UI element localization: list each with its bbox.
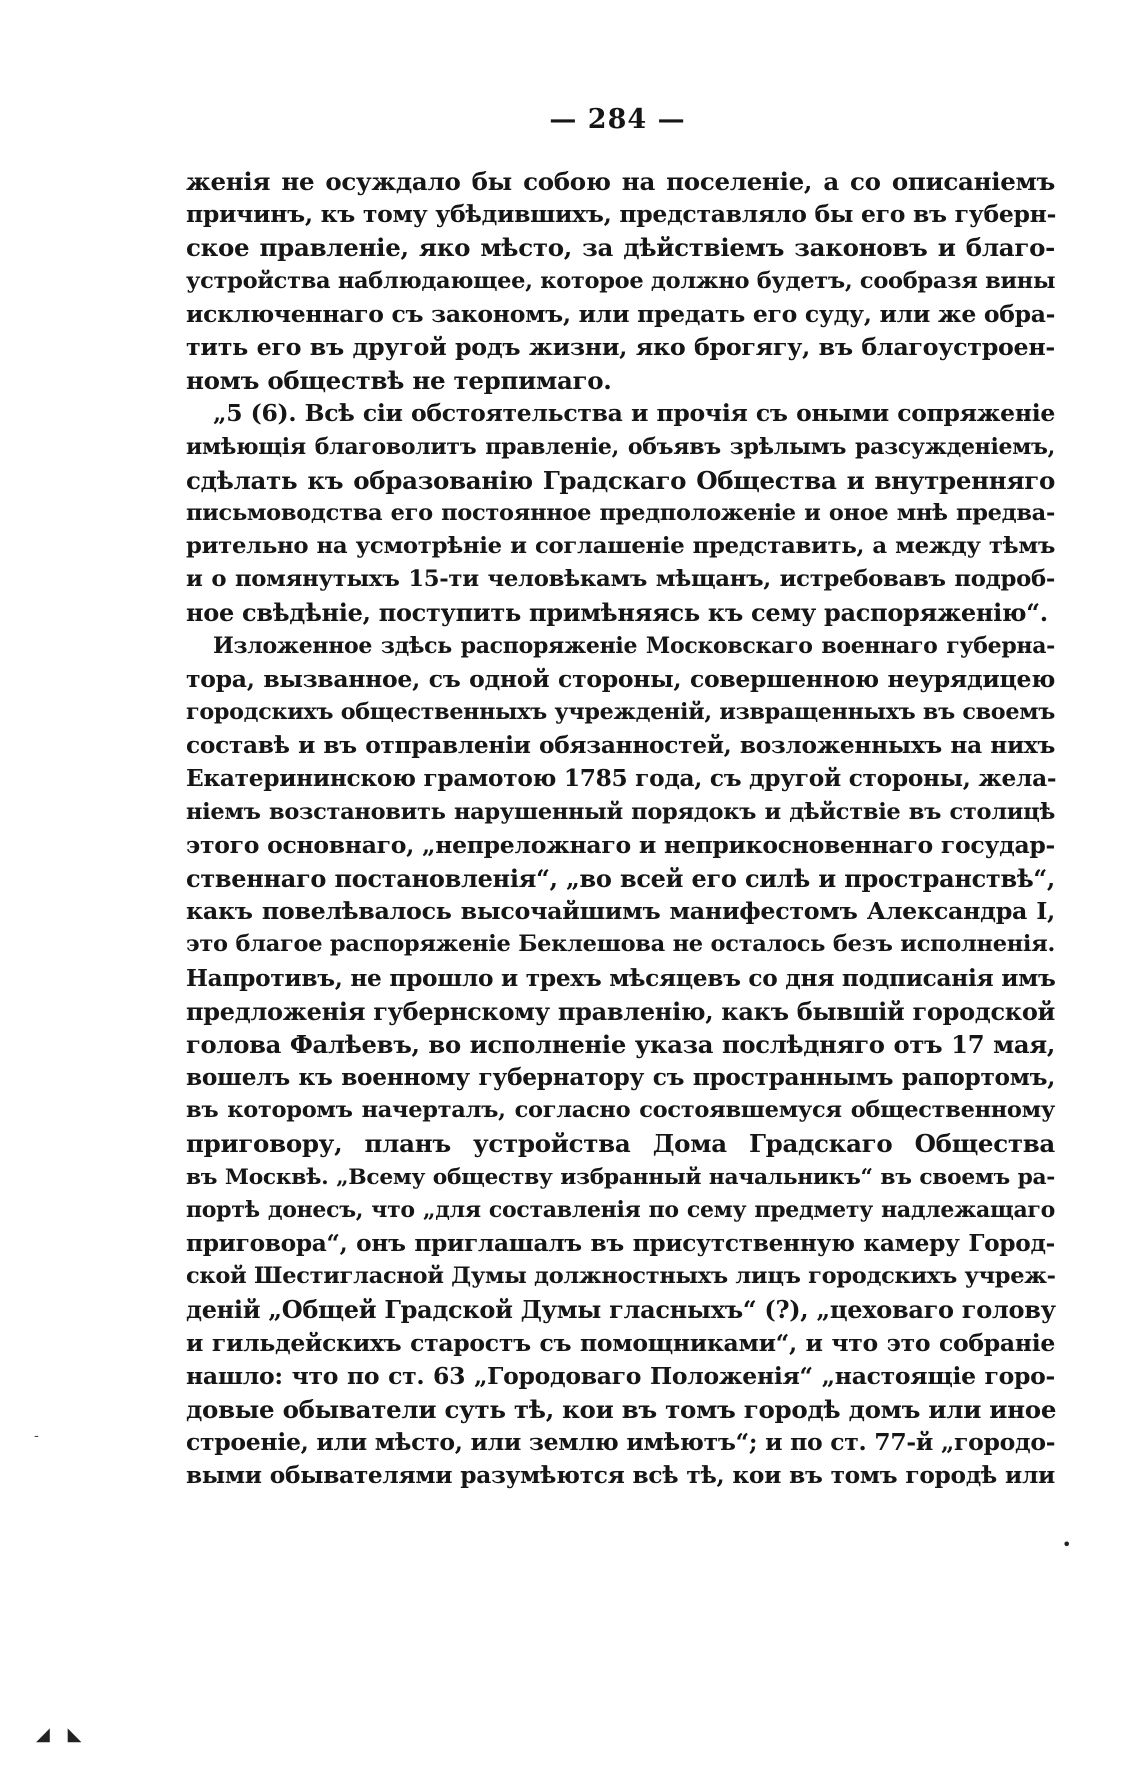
paragraph-start-line: „5 (6). Всѣ сіи обстоятельства и прочія съ оными сопряженіе xyxy=(213,399,1055,428)
text-line: выми обывателями разумѣются всѣ тѣ, кои въ томъ городѣ или xyxy=(186,1462,1055,1490)
text-line: деній „Общей Градской Думы гласныхъ“ (?), „цеховаго голову xyxy=(186,1295,1056,1325)
text-line: ское правленіе, яко мѣсто, за дѣйствіемъ законовъ и благо- xyxy=(186,233,1055,263)
text-line: въ которомъ начерталъ, согласно состоявшемуся общественному xyxy=(186,1097,1055,1124)
text-line: и гильдейскихъ старостъ съ помощниками“, и что это собраніе xyxy=(186,1328,1055,1357)
text-line: ное свѣдѣніе, поступить примѣняясь къ сему распоряженію“. xyxy=(186,598,1048,628)
text-line: вошелъ къ военному губернатору съ пространнымъ рапортомъ, xyxy=(186,1064,1055,1092)
text-line: строеніе, или мѣсто, или землю имѣютъ“; и по ст. 77-й „городо- xyxy=(186,1428,1056,1457)
text-line: номъ обществѣ не терпимаго. xyxy=(186,366,612,396)
body-text xyxy=(186,165,1055,1493)
text-line: приговору, планъ устройства Дома Градскаго Общества xyxy=(186,1129,1055,1159)
text-line: исключеннаго съ закономъ, или предать его суду, или же обра- xyxy=(186,299,1056,328)
scan-tick-mark: - xyxy=(34,1428,39,1444)
text-line: рительно на усмотрѣніе и соглашеніе представить, а между тѣмъ xyxy=(186,533,1055,560)
text-line: это благое распоряженіе Беклешова не осталось безъ исполненія. xyxy=(186,931,1055,958)
text-line: сдѣлать къ образованію Градскаго Общества и внутренняго xyxy=(186,465,1055,495)
text-line: Екатерининскою грамотою 1785 года, съ другой стороны, жела- xyxy=(186,765,1057,793)
text-line: голова Фалѣевъ, во исполненіе указа послѣдняго отъ 17 мая, xyxy=(186,1029,1055,1059)
text-line: ственнаго постановленія“, „во всей его силѣ и пространствѣ“, xyxy=(186,863,1055,893)
text-line: довые обыватели суть тѣ, кои въ томъ городѣ домъ или иное xyxy=(186,1394,1057,1424)
text-line: женія не осуждало бы собою на поселеніе, а со описаніемъ xyxy=(186,167,1055,196)
text-line: устройства наблюдающее, которое должно будетъ, сообразя вины xyxy=(186,267,1056,294)
scan-corner-marks: ◢ ◣ xyxy=(36,1724,88,1745)
page-number: — 284 — xyxy=(549,104,686,135)
text-line: въ Москвѣ. „Всему обществу избранный начальникъ“ въ своемъ ра- xyxy=(186,1164,1055,1190)
text-line: нашло: что по ст. 63 „Городоваго Положенія“ „настоящіе горо- xyxy=(186,1361,1055,1390)
text-line: тора, вызванное, съ одной стороны, совершенною неурядицею xyxy=(186,664,1055,693)
text-line: приговора“, онъ приглашалъ въ присутственную камеру Город- xyxy=(186,1230,1055,1257)
text-line: и о помянутыхъ 15-ти человѣкамъ мѣщанъ, истребовавъ подроб- xyxy=(186,566,1055,593)
text-line: письмоводства его постоянное предположеніе и оное мнѣ предва- xyxy=(186,499,1055,526)
text-line: городскихъ общественныхъ учрежденій, извращенныхъ въ своемъ xyxy=(186,699,1055,725)
text-line: имѣющія благоволитъ правленіе, объявъ зрѣлымъ разсужденіемъ, xyxy=(186,433,1055,460)
text-line: Напротивъ, не прошло и трехъ мѣсяцевъ со дня подписанія имъ xyxy=(186,964,1056,992)
text-line: какъ повелѣвалось высочайшимъ манифестомъ Александра I, xyxy=(186,897,1055,926)
scan-dot-mark: • xyxy=(1062,1535,1072,1554)
text-line: ніемъ возстановить нарушенный порядокъ и дѣйствіе въ столицѣ xyxy=(186,798,1055,825)
text-line: предложенія губернскому правленію, какъ бывшій городской xyxy=(186,996,1056,1026)
text-line: этого основнаго, „непреложнаго и неприкосновеннаго государ- xyxy=(186,830,1055,859)
text-line: портѣ донесъ, что „для составленія по сему предмету надлежащаго xyxy=(186,1196,1055,1223)
text-line: ской Шестигласной Думы должностныхъ лицъ городскихъ учреж- xyxy=(186,1263,1056,1290)
text-line: причинъ, къ тому убѣдившихъ, представляло бы его въ губерн- xyxy=(186,200,1057,229)
paragraph-start-line: Изложенное здѣсь распоряженіе Московскаго военнаго губерна- xyxy=(213,632,1055,659)
text-line: тить его въ другой родъ жизни, яко брогягу, въ благоустроен- xyxy=(186,332,1055,361)
text-line: составѣ и въ отправленіи обязанностей, возложенныхъ на нихъ xyxy=(186,732,1055,760)
